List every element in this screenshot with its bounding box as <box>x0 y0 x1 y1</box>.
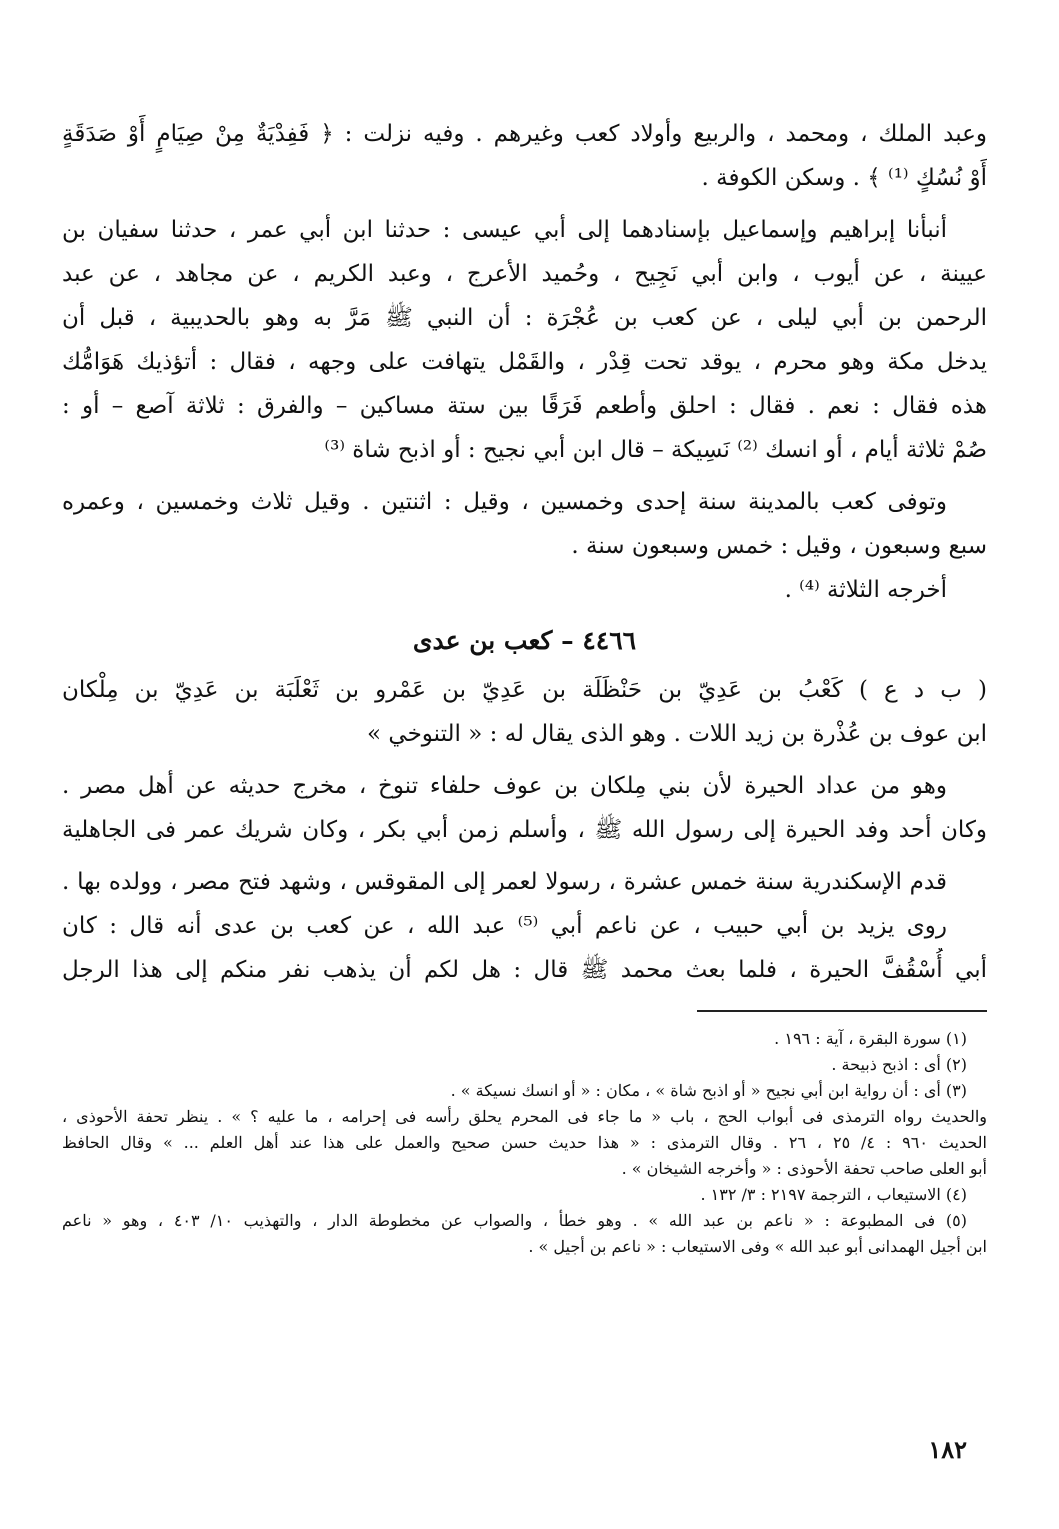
footnote: (٤) الاستيعاب ، الترجمة ٢١٩٧ : ٣/ ١٣٢ . <box>700 1185 967 1204</box>
paragraph-7 <box>62 860 987 992</box>
text-line: هذه فقال : نعم . فقال : احلق وأطعم فَرَقًا بين ستة مساكين – والفرق : ثلاثة آصع – أو : <box>62 393 987 419</box>
footnote: (٥) فى المطبوعة : « ناعم بن عبد الله » . وهو خطأ ، والصواب عن مخطوطة الدار ، والتهذيب ١٠/ ٤٠٣ ، وهو « ناعم <box>62 1211 968 1230</box>
footnote: (٣) أى : أن رواية ابن أبي نجيح « أو اذبح شاة » ، مكان : « أو انسك نسيكة » . <box>450 1081 967 1100</box>
text-line: وتوفى كعب بالمدينة سنة إحدى وخمسين ، وقيل : اثنتين . وقيل ثلاث وخمسين ، وعمره <box>62 489 947 515</box>
text-line: يدخل مكة وهو محرم ، يوقد تحت قِدْر ، والقَمْل يتهافت على وجهه ، فقال : أتؤذيك هَوَامُّك <box>62 349 987 375</box>
text-line: أَوْ نُسُكٍ ⁽¹⁾ ﴾ . وسكن الكوفة . <box>701 165 987 191</box>
text-line: ابن عوف بن عُذْرة بن زيد اللات . وهو الذى يقال له : « التنوخي » <box>367 721 987 747</box>
text-line: وهو من عداد الحيرة لأن بني مِلكان بن عوف حلفاء تنوخ ، مخرج حديثه عن أهل مصر . <box>62 773 947 799</box>
paragraph-6 <box>62 764 987 852</box>
paragraph-1 <box>62 112 987 200</box>
page-number: ١٨٢ <box>928 1435 967 1464</box>
footnote: ابن أجيل الهمدانى أبو عبد الله » وفى الاستيعاب : « ناعم بن أجيل » . <box>528 1237 987 1256</box>
paragraph-4: أخرجه الثلاثة ⁽⁴⁾ . <box>784 577 947 603</box>
text-line: روى يزيد بن أبي حبيب ، عن ناعم أبي ⁽⁵⁾ عبد الله ، عن كعب بن عدى أنه قال : كان <box>62 913 948 939</box>
text-line: أبي أُسْقُفَّ الحيرة ، فلما بعث محمد ﷺ قال : هل لكم أن يذهب نفر منكم إلى هذا الرجل <box>62 957 987 983</box>
paragraph-5 <box>62 668 987 756</box>
footnote: والحديث رواه الترمذى فى أبواب الحج ، باب « ما جاء فى المحرم يحلق رأسه فى إحرامه ، ما عليه ؟ » . ينظر تحفة الأحوذى ، <box>62 1107 987 1126</box>
text-line: عيينة ، عن أيوب ، وابن أبي نَجِيح ، وحُميد الأعرج ، وعبد الكريم ، عن مجاهد ، عن عبد <box>62 261 987 287</box>
entry-heading: ٤٤٦٦ – كعب بن عدى <box>412 626 637 655</box>
text-line: وكان أحد وفد الحيرة إلى رسول الله ﷺ ، وأسلم زمن أبي بكر ، وكان شريك عمر فى الجاهلية <box>62 817 987 843</box>
paragraph-3 <box>62 480 987 568</box>
footnote: أبو العلى صاحب تحفة الأحوذى : « وأخرجه الشيخان » . <box>621 1159 987 1178</box>
footnote: (١) سورة البقرة ، آية : ١٩٦ . <box>774 1029 967 1048</box>
text-line: قدم الإسكندرية سنة خمس عشرة ، رسولا لعمر إلى المقوقس ، وشهد فتح مصر ، وولده بها . <box>62 869 947 895</box>
text-line: الرحمن بن أبي ليلى ، عن كعب بن عُجْرَة : أن النبي ﷺ مَرَّ به وهو بالحديبية ، قبل أن <box>62 305 987 331</box>
footnote: (٢) أى : اذبح ذبيحة . <box>831 1055 967 1074</box>
text-line: ( ب د ع ) كَعْبُ بن عَدِيّ بن حَنْظَلَة بن عَدِيّ بن عَمْرو بن ثَعْلَبَة بن عَدِيّ بن مِلْكان <box>62 677 987 703</box>
text-line: سبع وسبعون ، وقيل : خمس وسبعون سنة . <box>571 533 987 559</box>
footnote: الحديث ٩٦٠ : ٤/ ٢٥ ، ٢٦ . وقال الترمذى : « هذا حديث حسن صحيح والعمل على هذا عند أهل العلم ... » وقال الحافظ <box>62 1133 987 1152</box>
text-line: صُمْ ثلاثة أيام ، أو انسك ⁽²⁾ نَسِيكة – قال ابن أبي نجيح : أو اذبح شاة ⁽³⁾ <box>324 437 987 463</box>
footnotes <box>62 1026 987 1260</box>
text-line: أنبأنا إبراهيم وإسماعيل بإسنادهما إلى أبي عيسى : حدثنا ابن أبي عمر ، حدثنا سفيان بن <box>62 217 947 243</box>
footnote-divider <box>697 1010 987 1012</box>
text-line: وعبد الملك ، ومحمد ، والربيع وأولاد كعب وغيرهم . وفيه نزلت : ﴿ فَفِدْيَةٌ مِنْ صِيَامٍ أَوْ صَدَقَةٍ <box>62 121 987 147</box>
paragraph-2 <box>62 208 987 472</box>
